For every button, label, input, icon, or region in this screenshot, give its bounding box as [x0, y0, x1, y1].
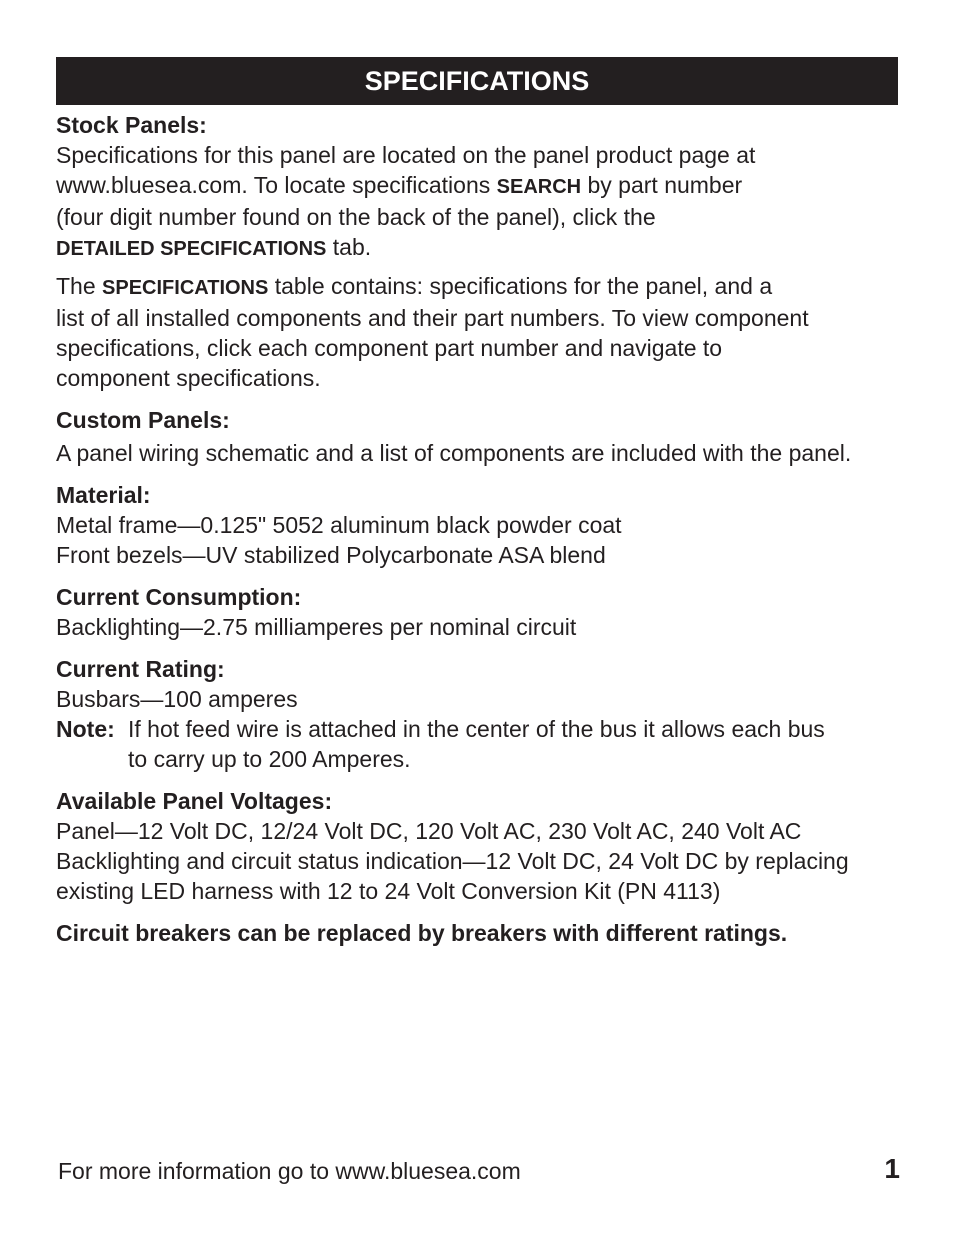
specifications-content	[56, 110, 916, 948]
stock-panels-heading: Stock Panels:	[56, 112, 207, 138]
stock-panels-line: DETAILED SPECIFICATIONS tab.	[56, 234, 372, 260]
stock-panels-line: www.bluesea.com. To locate specifications SEARCH by part number	[56, 172, 743, 198]
current-rating-heading: Current Rating:	[56, 656, 225, 682]
available-voltages-line: Backlighting and circuit status indication—12 Volt DC, 24 Volt DC by replacing	[56, 848, 849, 874]
footer-text: For more information go to www.bluesea.com	[58, 1158, 521, 1184]
specifications-table-line: list of all installed components and their part numbers. To view component	[56, 305, 809, 331]
current-consumption-heading: Current Consumption:	[56, 584, 302, 610]
available-voltages-heading: Available Panel Voltages:	[56, 788, 333, 814]
circuit-breakers-note: Circuit breakers can be replaced by breakers with different ratings.	[56, 920, 788, 946]
stock-panels-line: Specifications for this panel are located on the panel product page at	[56, 142, 756, 168]
material-line: Front bezels—UV stabilized Polycarbonate ASA blend	[56, 542, 606, 568]
search-keyword: SEARCH	[496, 176, 582, 198]
stock-panels-line: (four digit number found on the back of the panel), click the	[56, 204, 656, 230]
custom-panels-heading: Custom Panels:	[56, 407, 230, 433]
specifications-table-line: The SPECIFICATIONS table contains: specifications for the panel, and a	[56, 273, 773, 299]
specifications-table-line: component specifications.	[56, 365, 321, 391]
current-consumption-line: Backlighting—2.75 milliamperes per nominal circuit	[56, 614, 577, 640]
available-voltages-line: Panel—12 Volt DC, 12/24 Volt DC, 120 Volt AC, 230 Volt AC, 240 Volt AC	[56, 818, 802, 844]
section-header	[56, 57, 898, 105]
note-label: Note:	[56, 716, 115, 742]
page-title: SPECIFICATIONS	[364, 66, 590, 96]
note-line: Note: If hot feed wire is attached in the center of the bus it allows each bus	[56, 716, 825, 742]
available-voltages-line: existing LED harness with 12 to 24 Volt Conversion Kit (PN 4113)	[56, 878, 721, 904]
specifications-table-line: specifications, click each component part number and navigate to	[56, 335, 723, 361]
page-number: 1	[884, 1153, 900, 1184]
material-line: Metal frame—0.125" 5052 aluminum black powder coat	[56, 512, 622, 538]
note-line: to carry up to 200 Amperes.	[128, 746, 411, 772]
specifications-keyword: SPECIFICATIONS	[102, 277, 269, 299]
detailed-specifications-keyword: DETAILED SPECIFICATIONS	[56, 238, 327, 260]
current-rating-line: Busbars—100 amperes	[56, 686, 298, 712]
custom-panels-line: A panel wiring schematic and a list of components are included with the panel.	[56, 440, 852, 466]
material-heading: Material:	[56, 482, 151, 508]
